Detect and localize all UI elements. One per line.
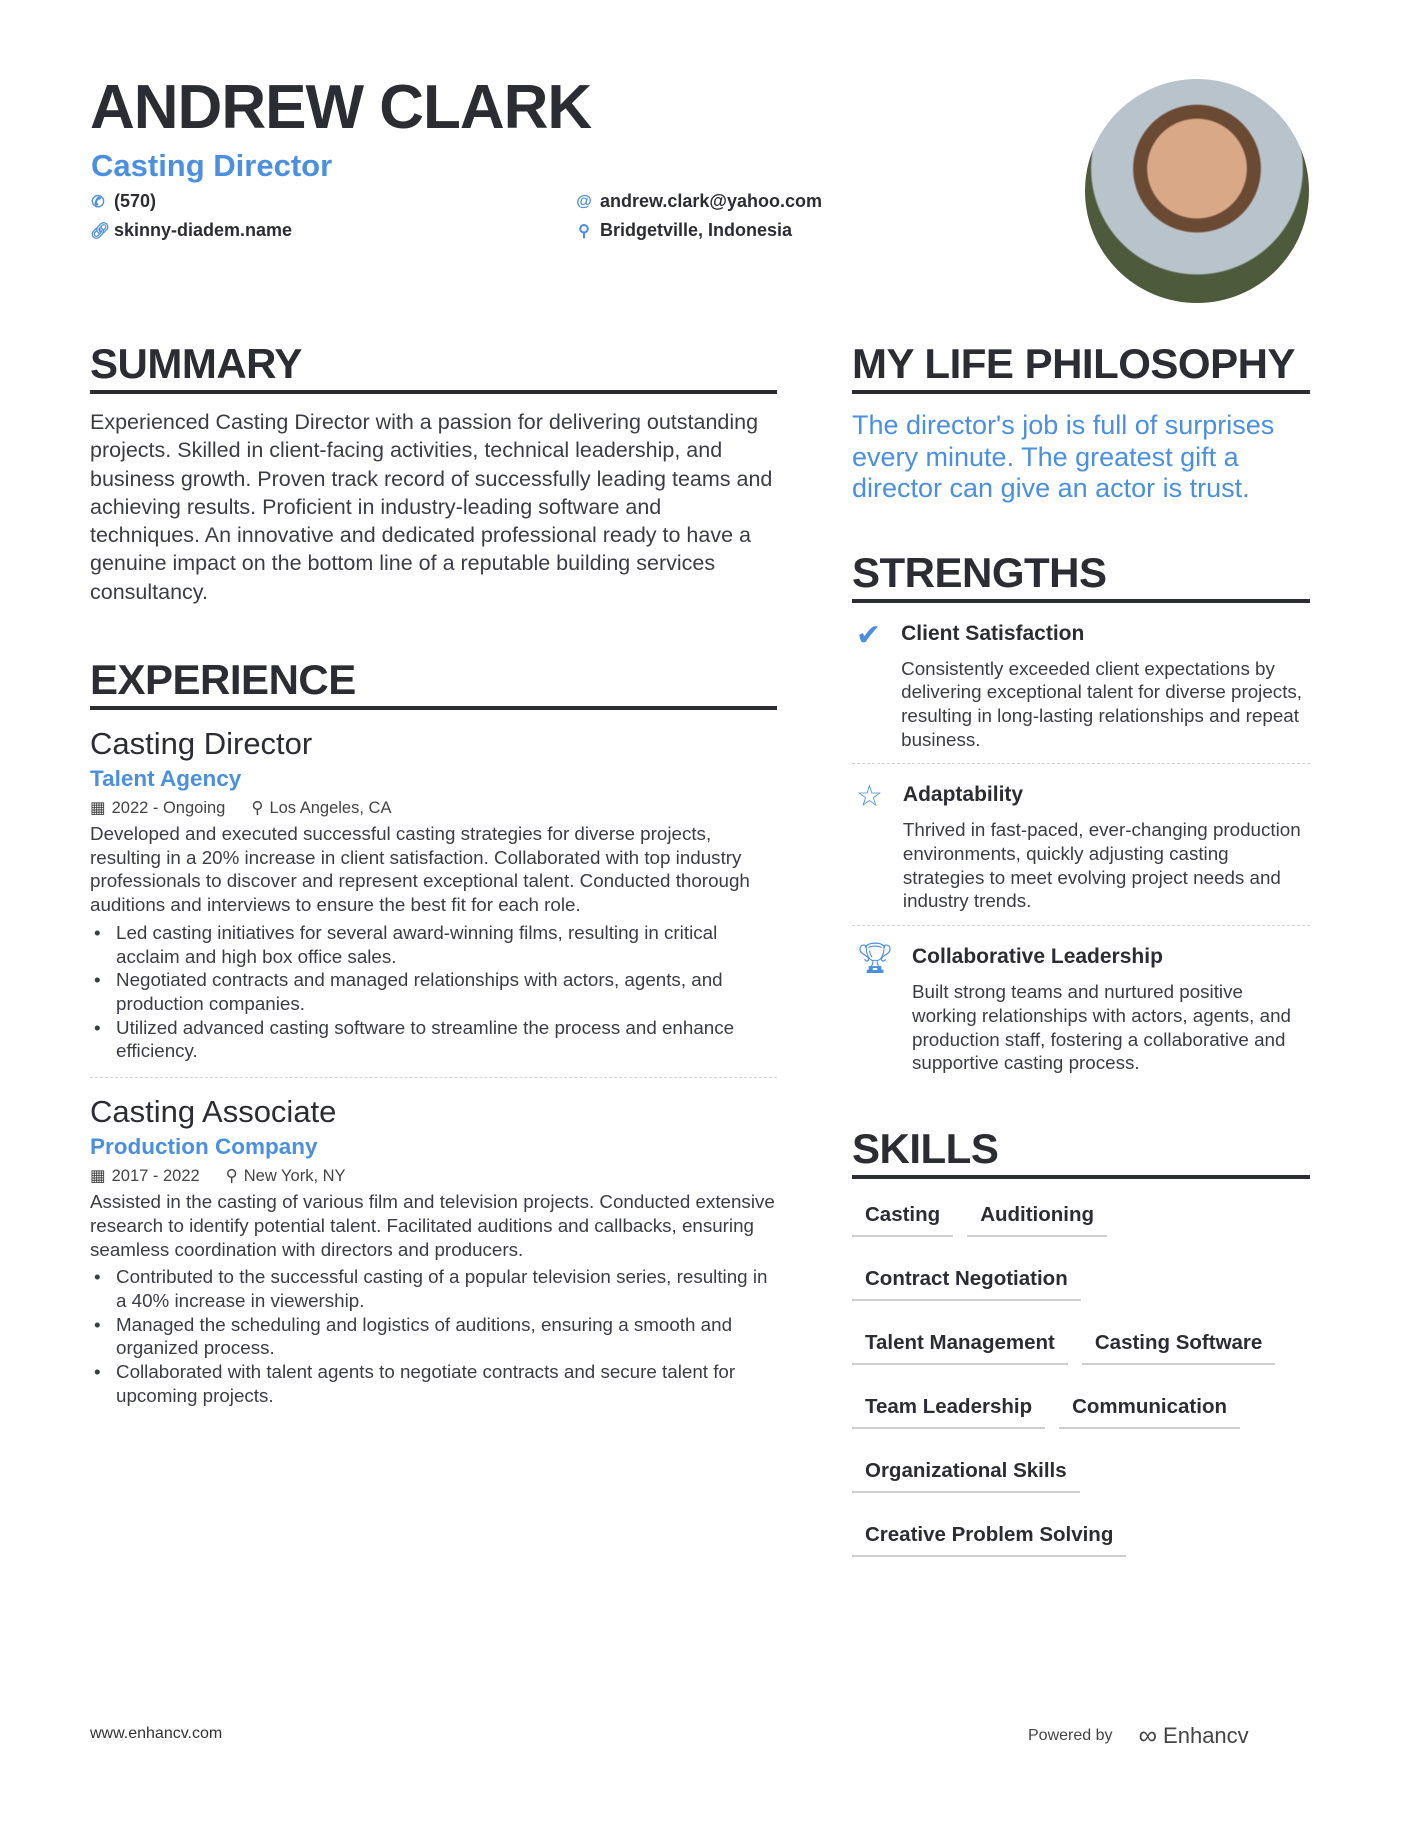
trophy-icon: 🏆︎	[856, 942, 895, 976]
location	[576, 220, 792, 241]
job-entry	[90, 1092, 777, 1407]
philosophy-quote: The director's job is full of surprises every minute. The greatest gift a director can give an actor is trust.	[852, 410, 1275, 503]
skill-tag: Auditioning	[967, 1193, 1107, 1237]
enhancv-logo	[1139, 1720, 1249, 1751]
job-description: Assisted in the casting of various film and television projects. Conducted extensive research to identify potential talent. Facilitated auditions and callbacks, ensuring seamless coordination with directors and producers.	[90, 1191, 775, 1260]
strength-title: Adaptability	[902, 783, 1024, 807]
skill-tag: Communication	[1059, 1385, 1240, 1429]
strength-title: Client Satisfaction	[901, 621, 1085, 645]
email-text[interactable]: andrew.clark@yahoo.com	[600, 191, 822, 211]
skill-tag: Organizational Skills	[852, 1449, 1080, 1493]
strength-item	[852, 603, 1310, 764]
check-icon: ✔	[856, 618, 882, 652]
job-title: Casting Associate	[90, 1094, 337, 1130]
candidate-name: ANDREW CLARK	[90, 73, 592, 142]
job-dates	[90, 798, 225, 818]
strength-text: Built strong teams and nurtured positive working relationships with actors, agents, and production staff, fostering a collaborative and supportive casting process.	[912, 981, 1291, 1074]
job-bullets	[90, 1265, 777, 1407]
calendar-icon: ▦	[90, 1167, 106, 1186]
skill-tag: Contract Negotiation	[852, 1257, 1081, 1301]
skill-tag: Talent Management	[852, 1321, 1068, 1365]
skill-tag: Casting	[852, 1193, 953, 1237]
powered-by-label: Powered by	[1028, 1726, 1113, 1744]
phone-text: (570)	[114, 191, 157, 211]
strength-title: Collaborative Leadership	[912, 945, 1163, 969]
job-description: Developed and executed successful casting strategies for diverse projects, resulting in a 20% increase in client satisfaction. Collaborated with top industry professionals to discover and represent exceptional talent. Conducted thorough auditions and interviews to ensure the best fit for each role.	[90, 823, 750, 916]
strength-item	[852, 764, 1310, 925]
candidate-title: Casting Director	[91, 148, 333, 183]
footer-branding	[1028, 1720, 1249, 1751]
phone-icon: ✆	[91, 193, 105, 211]
at-icon: @	[576, 192, 592, 210]
location-pin-icon: ⚲	[578, 222, 590, 240]
skills-heading: SKILLS	[852, 1125, 1310, 1179]
website[interactable]	[90, 220, 292, 241]
location-pin-icon: ⚲	[225, 1167, 238, 1186]
location-text: Bridgetville, Indonesia	[600, 220, 793, 240]
link-icon: 🔗︎	[90, 222, 111, 240]
email[interactable]	[576, 191, 822, 212]
location-text: New York, NY	[243, 1167, 346, 1186]
strength-text: Thrived in fast-paced, ever-changing production environments, quickly adjusting casting strategies to meet evolving project needs and industry trends.	[902, 819, 1301, 912]
job-location	[251, 798, 391, 818]
company-name: Production Company	[90, 1134, 318, 1160]
skill-tag: Creative Problem Solving	[852, 1513, 1126, 1557]
calendar-icon: ▦	[90, 799, 106, 818]
experience-heading: EXPERIENCE	[90, 656, 777, 710]
company-name: Talent Agency	[90, 766, 242, 792]
job-bullet: • Utilized advanced casting software to streamline the process and enhance efficiency.	[90, 1016, 777, 1063]
dates-text: 2022 - Ongoing	[111, 799, 226, 818]
profile-photo	[1085, 79, 1309, 303]
job-dates	[90, 1166, 200, 1186]
skill-tag: Casting Software	[1082, 1321, 1275, 1365]
left-column	[90, 340, 777, 1407]
job-divider	[90, 1077, 777, 1078]
skill-tag: Team Leadership	[852, 1385, 1045, 1429]
star-icon: ☆	[856, 780, 883, 814]
job-bullet: • Contributed to the successful casting of a popular television series, resulting in a 40% increase in viewership.	[90, 1265, 777, 1312]
location-text: Los Angeles, CA	[269, 799, 392, 818]
summary-heading: SUMMARY	[90, 340, 777, 394]
job-bullet: • Collaborated with talent agents to negotiate contracts and secure talent for upcoming projects.	[90, 1360, 777, 1407]
right-column	[852, 340, 1310, 1577]
footer-website[interactable]: www.enhancv.com	[90, 1725, 223, 1742]
philosophy-heading: MY LIFE PHILOSOPHY	[852, 340, 1310, 394]
job-bullet: • Managed the scheduling and logistics of auditions, ensuring a smooth and organized process.	[90, 1313, 777, 1360]
strengths-heading: STRENGTHS	[852, 549, 1310, 603]
summary-text: Experienced Casting Director with a passion for delivering outstanding projects. Skilled in client-facing activities, technical leadership, and business growth. Proven track record of successfully leading teams and achieving results. Proficient in industry-leading software and techniques. An innovative and dedicated professional ready to have a genuine impact on the bottom line of a reputable building services consultancy.	[90, 410, 773, 604]
enhancv-logo-icon: ∞	[1138, 1720, 1158, 1750]
strength-text: Consistently exceeded client expectations by delivering exceptional talent for diverse projects, resulting in long-lasting relationships and repeat business.	[901, 657, 1303, 750]
job-bullet: • Negotiated contracts and managed relationships with actors, agents, and production companies.	[90, 968, 777, 1015]
location-pin-icon: ⚲	[251, 799, 264, 818]
job-bullets	[90, 921, 777, 1063]
job-entry	[90, 724, 777, 1063]
job-bullet: • Led casting initiatives for several award-winning films, resulting in critical acclaim and high box office sales.	[90, 921, 777, 968]
enhancv-brand: Enhancv	[1163, 1722, 1249, 1748]
website-text[interactable]: skinny-diadem.name	[114, 220, 293, 240]
phone	[90, 191, 156, 212]
job-title: Casting Director	[90, 726, 313, 762]
dates-text: 2017 - 2022	[111, 1167, 200, 1186]
job-location	[226, 1166, 346, 1186]
strength-item	[852, 926, 1310, 1087]
